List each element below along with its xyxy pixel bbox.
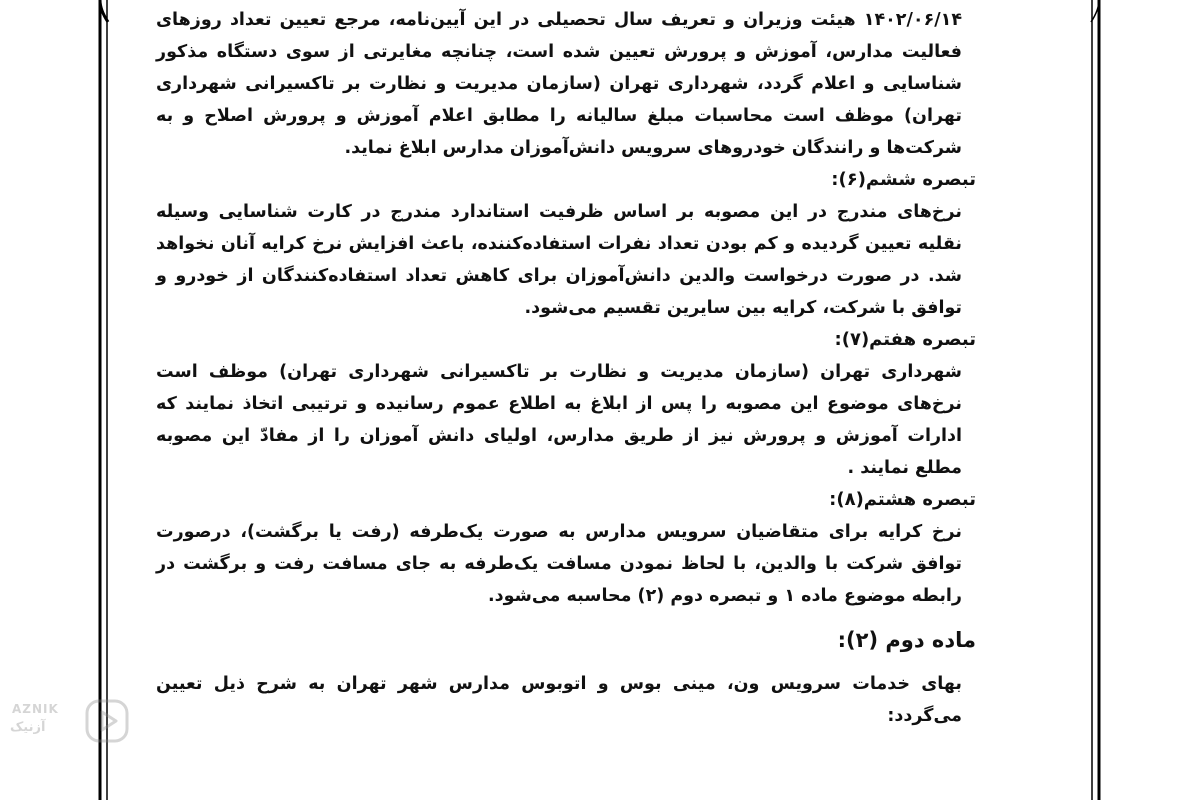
note-7-heading: تبصره هفتم(۷): — [834, 329, 976, 350]
note-7-body: شهرداری تهران (سازمان مدیریت و نظارت بر تاکسیرانی شهرداری تهران) موظف است نرخ‌های موضوع این مصوبه را پس از ابلاغ به اطلاع عموم رسانیده و ترتیبی اتخاذ نمایند که ادارات آموزش و پرورش نیز از طریق مدارس، اولیای دانش آموزان را از مفادّ این مصوبه مطلع نمایند . — [156, 362, 962, 478]
note-6-heading: تبصره ششم(۶): — [831, 169, 976, 190]
note-6-body: نرخ‌های مندرج در این مصوبه بر اساس ظرفیت استاندارد مندرج در کارت شناسایی وسیله نقلیه تعیین گردیده و کم بودن تعداد نفرات استفاده‌کننده، باعث افزایش نرخ کرایه آنان نخواهد شد. در صورت درخواست والدین دانش‌آموزان برای کاهش تعداد استفاده‌کنندگان از خودرو و توافق با شرکت، کرایه بین سایرین تقسیم می‌شود. — [156, 202, 962, 318]
watermark-logo — [4, 696, 132, 752]
note-8-body: نرخ کرایه برای متقاضیان سرویس مدارس به صورت یک‌طرفه (رفت یا برگشت)، درصورت توافق شرکت با والدین، با لحاظ نمودن مسافت یک‌طرفه به جای مسافت رفت و برگشت در رابطه موضوع ماده ۱ و تبصره دوم (۲) محاسبه می‌شود. — [156, 522, 962, 606]
watermark-play-icon — [84, 698, 130, 744]
paragraph-intro-continuation: ۱۴۰۲/۰۶/۱۴ هیئت وزیران و تعریف سال تحصیلی در این آیین‌نامه، مرجع تعیین تعداد روزهای فعالیت مدارس، آموزش و پرورش تعیین شده است، چنانچه مغایرتی از سوی دستگاه مذکور شناسایی و اعلام گردد، شهرداری تهران (سازمان مدیریت و نظارت بر تاکسیرانی شهرداری تهران) موظف است محاسبات مبلغ سالیانه را مطابق اعلام آموزش و پرورش اصلاح و به شرکت‌ها و رانندگان خودروهای سرویس دانش‌آموزان مدارس ابلاغ نماید. — [156, 10, 962, 158]
document-body — [150, 4, 976, 732]
article-2-body: بهای خدمات سرویس ون، مینی بوس و اتوبوس مدارس شهر تهران به شرح ذیل تعیین می‌گردد: — [156, 674, 962, 726]
watermark-persian-text: آزنیک — [10, 720, 46, 735]
article-2-heading: ماده دوم (۲): — [837, 628, 976, 652]
note-8-heading: تبصره هشتم(۸): — [829, 489, 976, 510]
watermark-latin-text: AZNIK — [12, 702, 59, 716]
